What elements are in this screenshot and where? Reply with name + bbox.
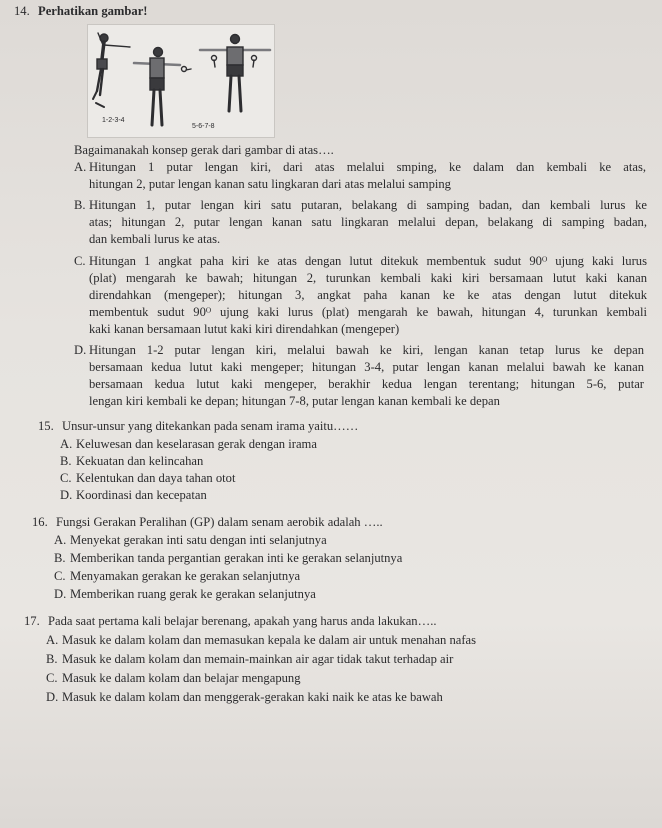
q16-option-a: Menyekat gerakan inti satu dengan inti selanjutnya xyxy=(70,533,327,547)
q14-option-c-line: direndahkan (mengeper); hitungan 3, angkat paha kanan ke ke atas dengan lutut ditekuk xyxy=(89,288,647,302)
q15-option-a: Keluwesan dan keselarasan gerak dengan irama xyxy=(76,437,317,451)
figure-arm-raised xyxy=(93,33,130,107)
q14-option-c-line: membentuk sudut 90ᴼ ujung kaki lurus (plat) mengarah ke bawah, hitungan 4, turunkan kembali xyxy=(89,305,647,319)
q17-option-a: Masuk ke dalam kolam dan memasukan kepala ke dalam air untuk menahan nafas xyxy=(62,633,477,647)
exercise-figure xyxy=(87,24,275,138)
q17-option-b: Masuk ke dalam kolam dan memain-mainkan air agar tidak takut terhadap air xyxy=(62,652,454,666)
q16-option-b: Memberikan tanda pergantian gerakan inti ke gerakan selanjutnya xyxy=(70,551,403,565)
q15-option-b: Kekuatan dan kelincahan xyxy=(76,454,204,468)
q15-option-d: Koordinasi dan kecepatan xyxy=(76,488,207,502)
q14-option-c-key: C. xyxy=(74,254,86,268)
q17-question: Pada saat pertama kali belajar berenang, apakah yang harus anda lakukan….. xyxy=(48,614,437,628)
q15-option-c: Kelentukan dan daya tahan otot xyxy=(76,471,236,485)
q14-option-d-line: bersamaan kedua lutut kaki mengeper; hitungan 3-4, putar lengan kanan melalui bawah ke kanan xyxy=(89,360,644,374)
q15-option-d-key: D. xyxy=(60,488,73,502)
q14-option-c-line: Hitungan 1 angkat paha kiri ke atas dengan lutut ditekuk membentuk sudut 90ᴼ ujung kaki lurus xyxy=(89,254,647,268)
figure-label-right: 5-6-7-8 xyxy=(192,123,215,130)
q17-option-b-key: B. xyxy=(46,652,58,666)
q14-option-b-line: atas; hitungan 2, putar lengan kanan satu lingkaran melalui depan, belakang di samping badan, xyxy=(89,215,647,229)
gymnast-illustration xyxy=(88,25,274,137)
q14-question: Bagaimanakah konsep gerak dari gambar di atas…. xyxy=(74,143,334,157)
q17-option-d-key: D. xyxy=(46,690,59,704)
q14-option-a-line: hitungan 2, putar lengan kanan satu lingkaran dari atas melalui samping xyxy=(89,177,451,191)
q14-option-b-line: Hitungan 1, putar lengan kiri satu putaran, belakang di samping badan, dan kembali lurus ke xyxy=(89,198,647,212)
q16-option-d: Memberikan ruang gerak ke gerakan selanjutnya xyxy=(70,587,316,601)
q16-option-c: Menyamakan gerakan ke gerakan selanjutnya xyxy=(70,569,301,583)
figure-label-left: 1-2-3-4 xyxy=(102,117,125,124)
q15-question: Unsur-unsur yang ditekankan pada senam irama yaitu…… xyxy=(62,419,359,433)
q14-option-a-key: A. xyxy=(74,160,87,174)
q17-option-c: Masuk ke dalam kolam dan belajar mengapung xyxy=(62,671,301,685)
q15-option-b-key: B. xyxy=(60,454,72,468)
q15-number: 15. xyxy=(38,419,54,433)
q17-option-d: Masuk ke dalam kolam dan menggerak-gerakan kaki naik ke atas ke bawah xyxy=(62,690,443,704)
q14-option-d-key: D. xyxy=(74,343,87,357)
q16-option-c-key: C. xyxy=(54,569,66,583)
figure-arms-extended-a xyxy=(134,48,191,126)
q15-option-a-key: A. xyxy=(60,437,73,451)
q14-title: Perhatikan gambar! xyxy=(38,4,148,18)
q15-option-c-key: C. xyxy=(60,471,72,485)
q17-option-c-key: C. xyxy=(46,671,58,685)
q14-option-d-line: Hitungan 1-2 putar lengan kiri, melalui bawah ke kiri, lengan kanan tetap lurus ke depan xyxy=(89,343,644,357)
q14-option-d-line: bersamaan kedua lutut kaki mengeper, berakhir kedua lengan terentang; hitungan 5-6, putar xyxy=(89,377,644,391)
figure-arms-extended-b xyxy=(200,35,270,112)
q16-option-a-key: A. xyxy=(54,533,67,547)
q14-number: 14. xyxy=(14,4,30,18)
q17-option-a-key: A. xyxy=(46,633,59,647)
q14-option-c-line: (plat) mengarah ke bawah; hitungan 2, turunkan kembali kaki kiri bersamaan lutut kaki kanan xyxy=(89,271,647,285)
q14-option-c-line: kaki kanan bersamaan lutut kaki kiri direndahkan (mengeper) xyxy=(89,322,400,336)
q16-number: 16. xyxy=(32,515,48,529)
q16-option-d-key: D. xyxy=(54,587,67,601)
q16-question: Fungsi Gerakan Peralihan (GP) dalam senam aerobik adalah ….. xyxy=(56,515,383,529)
q14-option-d-line: lengan kiri kembali ke depan; hitungan 7-8, putar lengan kanan kembali ke depan xyxy=(89,394,500,408)
q14-option-b-key: B. xyxy=(74,198,86,212)
q17-number: 17. xyxy=(24,614,40,628)
q14-option-b-line: dan kembali lurus ke atas. xyxy=(89,232,221,246)
q16-option-b-key: B. xyxy=(54,551,66,565)
q14-option-a-line: Hitungan 1 putar lengan kiri, dari atas melalui smping, ke dalam dan kembali ke atas, xyxy=(89,160,646,174)
